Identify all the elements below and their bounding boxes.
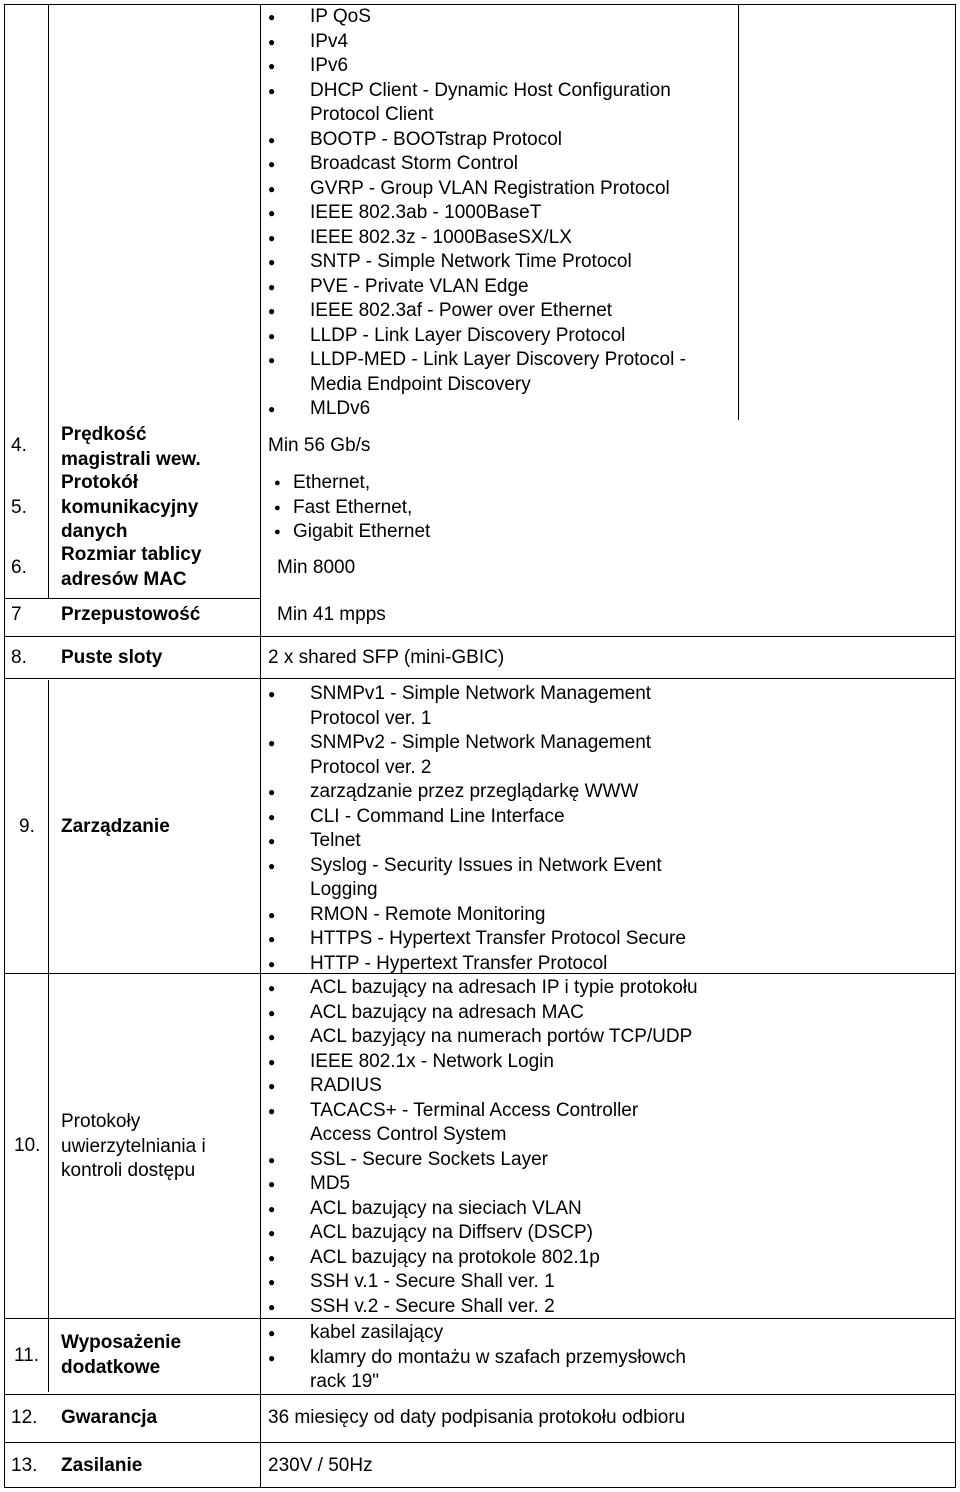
list-item: ● MLDv6 xyxy=(268,397,718,422)
list-item: ● ACL bazujący na sieciach VLAN xyxy=(268,1197,738,1222)
list-item: ● SSL - Secure Sockets Layer xyxy=(268,1148,738,1173)
list-item: ● DHCP Client - Dynamic Host Configuration Protocol Client xyxy=(268,79,718,128)
row-value: Min 56 Gb/s xyxy=(268,435,371,456)
list-item: ● SNMPv2 - Simple Network Management Protocol ver. 2 xyxy=(268,731,718,780)
row-number: 5. xyxy=(11,497,27,518)
column-divider-value xyxy=(738,4,739,420)
list-item: ● SNTP - Simple Network Time Protocol xyxy=(268,250,718,275)
list-item: ● HTTPS - Hypertext Transfer Protocol Secure xyxy=(268,927,718,952)
list-item: ● IPv4 xyxy=(268,30,718,55)
row-value: 2 x shared SFP (mini-GBIC) xyxy=(268,647,505,668)
row-value: 36 miesięcy od daty podpisania protokołu odbioru xyxy=(268,1407,686,1428)
list-item: ● SSH v.1 - Secure Shall ver. 1 xyxy=(268,1270,738,1295)
row-label: Przepustowość xyxy=(61,604,201,625)
list-item: ● IEEE 802.3af - Power over Ethernet xyxy=(268,299,718,324)
list-item: ● IPv6 xyxy=(268,54,718,79)
row-number: 13. xyxy=(11,1455,38,1476)
list-item: ● kabel zasilający xyxy=(268,1321,718,1346)
column-divider-num-lower xyxy=(48,680,49,1392)
management-list xyxy=(268,682,718,976)
row-divider xyxy=(4,636,956,637)
list-item: ● ACL bazujący na protokole 802.1p xyxy=(268,1246,738,1271)
list-item: ● ACL bazujący na adresach IP i typie protokołu xyxy=(268,976,738,1001)
list-item: ● LLDP - Link Layer Discovery Protocol xyxy=(268,324,718,349)
row-label: Prędkość magistrali wew. xyxy=(61,424,201,470)
row-label: Puste sloty xyxy=(61,647,163,668)
list-item: ● HTTP - Hypertext Transfer Protocol xyxy=(268,952,718,977)
list-item: ● klamry do montażu w szafach przemysłowch rack 19" xyxy=(268,1346,710,1395)
list-item: ● TACACS+ - Terminal Access Controller Access Control System xyxy=(268,1099,680,1148)
list-item: ● RMON - Remote Monitoring xyxy=(268,903,718,928)
list-item: ● Fast Ethernet, xyxy=(274,496,674,521)
row-label: Zasilanie xyxy=(61,1455,143,1476)
row-value: Min 41 mpps xyxy=(277,604,386,625)
list-item: ● Telnet xyxy=(268,829,718,854)
row-number: 11. xyxy=(14,1345,40,1366)
row-label: Gwarancja xyxy=(61,1407,158,1428)
column-divider-label xyxy=(260,4,261,1488)
row-divider xyxy=(4,1487,956,1488)
list-item: ● PVE - Private VLAN Edge xyxy=(268,275,718,300)
list-item: ● ACL bazujący na adresach MAC xyxy=(268,1001,738,1026)
list-item: ● IP QoS xyxy=(268,5,718,30)
accessories-list xyxy=(268,1321,718,1395)
row-number: 9. xyxy=(19,816,35,837)
row-divider xyxy=(4,598,260,599)
row-label: Protokół komunikacyjny danych xyxy=(61,472,199,542)
list-item: ● zarządzanie przez przeglądarkę WWW xyxy=(268,780,718,805)
access-control-list xyxy=(268,976,738,1319)
row-label: Wyposażenie dodatkowe xyxy=(61,1332,182,1378)
row-number: 7 xyxy=(11,604,22,625)
row-number: 12. xyxy=(11,1407,38,1428)
list-item: ● GVRP - Group VLAN Registration Protocol xyxy=(268,177,718,202)
list-item: ● SSH v.2 - Secure Shall ver. 2 xyxy=(268,1295,738,1320)
row-value: 230V / 50Hz xyxy=(268,1455,373,1476)
row-value: Min 8000 xyxy=(277,557,356,578)
row-label: Zarządzanie xyxy=(61,816,170,837)
row-number: 6. xyxy=(11,557,27,578)
list-item: ● RADIUS xyxy=(268,1074,738,1099)
list-item: ● ACL bazyjący na numerach portów TCP/UDP xyxy=(268,1025,738,1050)
list-item: ● CLI - Command Line Interface xyxy=(268,805,718,830)
list-item: ● IEEE 802.3z - 1000BaseSX/LX xyxy=(268,226,718,251)
row-number: 8. xyxy=(11,647,27,668)
row-number: 4. xyxy=(11,435,27,456)
row-label: Rozmiar tablicy adresów MAC xyxy=(61,544,202,590)
row-divider xyxy=(4,1442,956,1443)
protocol-list xyxy=(268,5,718,422)
list-item: ● BOOTP - BOOTstrap Protocol xyxy=(268,128,718,153)
data-protocol-list xyxy=(274,471,674,545)
row-label: Protokoły uwierzytelniania i kontroli dostępu xyxy=(61,1111,206,1181)
list-item: ● Ethernet, xyxy=(274,471,674,496)
row-number: 10. xyxy=(14,1135,41,1156)
list-item: ● Gigabit Ethernet xyxy=(274,520,674,545)
table-border-right xyxy=(955,4,956,1488)
list-item: ● SNMPv1 - Simple Network Management Protocol ver. 1 xyxy=(268,682,718,731)
list-item: ● ACL bazujący na Diffserv (DSCP) xyxy=(268,1221,738,1246)
list-item: ● IEEE 802.3ab - 1000BaseT xyxy=(268,201,718,226)
list-item: ● IEEE 802.1x - Network Login xyxy=(268,1050,738,1075)
list-item: ● LLDP-MED - Link Layer Discovery Protocol - Media Endpoint Discovery xyxy=(268,348,718,397)
list-item: ● Syslog - Security Issues in Network Event Logging xyxy=(268,854,718,903)
list-item: ● MD5 xyxy=(268,1172,738,1197)
list-item: ● Broadcast Storm Control xyxy=(268,152,718,177)
row-divider xyxy=(4,678,956,679)
table-border-left xyxy=(4,4,5,1488)
column-divider-num xyxy=(48,4,49,598)
